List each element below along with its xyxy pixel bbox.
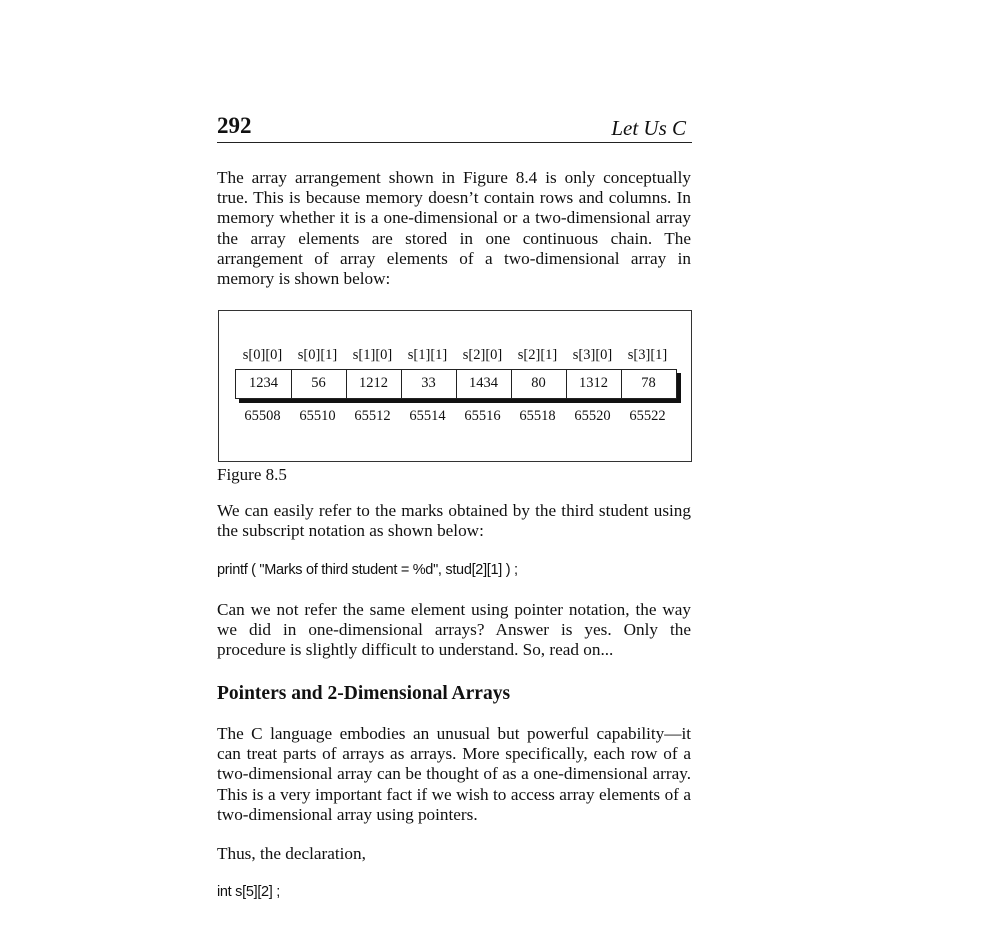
cell-divider bbox=[346, 370, 347, 398]
array-label: s[3][1] bbox=[627, 347, 668, 363]
array-label: s[1][0] bbox=[352, 347, 393, 363]
memory-address: 65510 bbox=[299, 408, 336, 424]
memory-address: 65520 bbox=[574, 408, 611, 424]
array-cell-value: 1234 bbox=[249, 375, 278, 391]
page-number: 292 bbox=[217, 113, 252, 138]
array-label: s[2][1] bbox=[517, 347, 558, 363]
array-label: s[1][1] bbox=[407, 347, 448, 363]
memory-address: 65522 bbox=[629, 408, 666, 424]
code-printf: printf ( "Marks of third student = %d", stud[2][1] ) ; bbox=[217, 562, 518, 578]
array-chain bbox=[235, 369, 677, 399]
cell-divider bbox=[401, 370, 402, 398]
paragraph-capability: The C language embodies an unusual but powerful capability—it can treat parts of arrays as arrays. More specifically, each row of a two-dimensional array can be thought of as a one-dimensional array. This is a very important fact if we wish to access array elements of a two-dimensional array using pointers. bbox=[217, 724, 691, 824]
array-cell-value: 56 bbox=[311, 375, 326, 391]
code-declaration: int s[5][2] ; bbox=[217, 884, 280, 900]
memory-address: 65518 bbox=[519, 408, 556, 424]
array-cell-value: 33 bbox=[421, 375, 436, 391]
array-label: s[0][1] bbox=[297, 347, 338, 363]
paragraph-declaration: Thus, the declaration, bbox=[217, 844, 366, 863]
array-cell-value: 1434 bbox=[469, 375, 498, 391]
array-label: s[3][0] bbox=[572, 347, 613, 363]
array-cell-value: 80 bbox=[531, 375, 546, 391]
cell-divider bbox=[511, 370, 512, 398]
memory-address: 65514 bbox=[409, 408, 446, 424]
paragraph-subscript: We can easily refer to the marks obtained by the third student using the subscript notation as shown below: bbox=[217, 501, 691, 541]
memory-address: 65512 bbox=[354, 408, 391, 424]
cell-divider bbox=[566, 370, 567, 398]
figure-memory-layout bbox=[218, 310, 692, 462]
section-heading: Pointers and 2-Dimensional Arrays bbox=[217, 683, 511, 704]
cell-divider bbox=[291, 370, 292, 398]
page-header bbox=[217, 113, 692, 143]
array-cell-value: 1212 bbox=[359, 375, 388, 391]
figure-caption: Figure 8.5 bbox=[217, 465, 287, 484]
memory-address: 65516 bbox=[464, 408, 501, 424]
cell-divider bbox=[456, 370, 457, 398]
array-label: s[0][0] bbox=[242, 347, 283, 363]
array-cell-value: 1312 bbox=[579, 375, 608, 391]
running-title: Let Us C bbox=[611, 116, 686, 140]
memory-address: 65508 bbox=[244, 408, 281, 424]
paragraph-pointer-question: Can we not refer the same element using pointer notation, the way we did in one-dimensional arrays? Answer is yes. Only the procedure is slightly difficult to understand. So, read on... bbox=[217, 600, 691, 660]
array-cell-value: 78 bbox=[641, 375, 656, 391]
array-label: s[2][0] bbox=[462, 347, 503, 363]
cell-divider bbox=[621, 370, 622, 398]
paragraph-intro: The array arrangement shown in Figure 8.4 is only conceptually true. This is because memory doesn’t contain rows and columns. In memory whether it is a one-dimensional or a two-dimensional array the array elements are stored in one continuous chain. The arrangement of array elements of a two-dimensional array in memory is shown below: bbox=[217, 168, 691, 289]
